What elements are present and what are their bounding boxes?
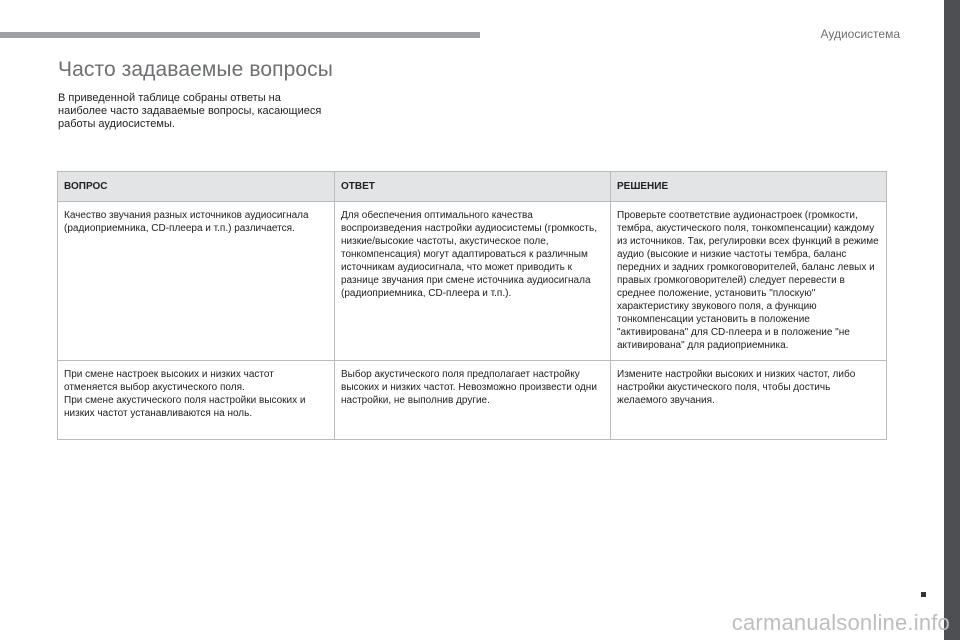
question-cell: Качество звучания разных источников аудиосигнала (радиоприемника, CD-плеера и т.п.) различается. <box>58 202 335 361</box>
section-label: Аудиосистема <box>820 27 900 41</box>
intro-text: В приведенной таблице собраны ответы на наиболее часто задаваемые вопросы, касающиеся работы аудиосистемы. <box>58 92 322 130</box>
column-header-solution: РЕШЕНИЕ <box>611 172 887 202</box>
table-header-row <box>58 172 887 202</box>
page-title: Часто задаваемые вопросы <box>58 58 333 81</box>
solution-cell: Измените настройки высоких и низких частот, либо настройки акустического поля, чтобы достичь желаемого звучания. <box>611 361 887 440</box>
table-row <box>58 361 887 440</box>
side-bar <box>944 0 960 640</box>
column-header-question: ВОПРОС <box>58 172 335 202</box>
page-marker <box>921 592 926 597</box>
table-row <box>58 202 887 361</box>
answer-cell: Для обеспечения оптимального качества воспроизведения настройки аудиосистемы (громкость, низкие/высокие частоты, акустическое поле, тонкомпенсация) могут адаптироваться к различным источникам аудиосигнала, что может приводить к разнице звучания при смене источника аудиосигнала (радиоприемника, CD-плеера и т.п.). <box>335 202 611 361</box>
solution-cell: Проверьте соответствие аудионастроек (громкости, тембра, акустического поля, тонкомпенсации) каждому из источников. Так, регулировки всех функций в режиме аудио (высокие и низкие частоты тембра, баланс передних и задних громкоговорителей, баланс левых и правых громкоговорителей) следует перевести в среднее положение, установить "плоскую" характеристику звукового поля, а функцию тонкомпенсации установить в положение "активирована" для CD-плеера и в положение "не активирована" для радиоприемника. <box>611 202 887 361</box>
header-rule <box>0 32 480 38</box>
column-header-answer: ОТВЕТ <box>335 172 611 202</box>
question-cell: При смене настроек высоких и низких частот отменяется выбор акустического поля. При смене акустического поля настройки высоких и низких частот устанавливаются на ноль. <box>58 361 335 440</box>
watermark: carmanualsonline.info <box>731 610 950 635</box>
answer-cell: Выбор акустического поля предполагает настройку высоких и низких частот. Невозможно произвести одни настройки, не выполнив другие. <box>335 361 611 440</box>
faq-table <box>57 171 887 440</box>
